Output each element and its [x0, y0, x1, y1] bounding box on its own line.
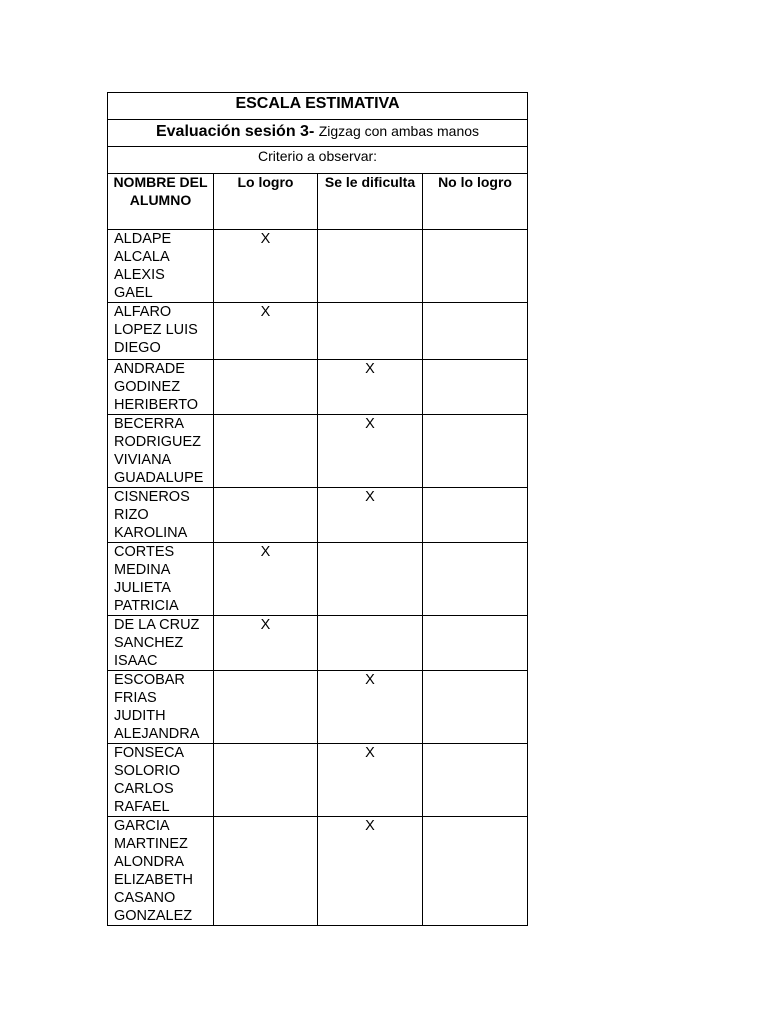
student-row: [108, 543, 528, 616]
student-name: CORTES MEDINA JULIETA PATRICIA: [108, 543, 214, 616]
mark-achieved: X: [214, 303, 318, 360]
mark-not-achieved: [423, 230, 528, 303]
mark-difficulty: X: [318, 488, 423, 543]
student-name: BECERRA RODRIGUEZ VIVIANA GUADALUPE: [108, 415, 214, 488]
document-title: ESCALA ESTIMATIVA: [108, 93, 528, 120]
column-header-achieved: Lo logro: [214, 174, 318, 230]
mark-difficulty: [318, 303, 423, 360]
student-name: GARCIA MARTINEZ ALONDRA ELIZABETH CASANO GONZALEZ: [108, 817, 214, 926]
student-row: [108, 230, 528, 303]
student-row: [108, 360, 528, 415]
mark-achieved: [214, 360, 318, 415]
mark-difficulty: [318, 616, 423, 671]
evaluation-activity: Zigzag con ambas manos: [318, 123, 480, 139]
mark-not-achieved: [423, 671, 528, 744]
student-row: [108, 671, 528, 744]
mark-not-achieved: [423, 488, 528, 543]
mark-not-achieved: [423, 543, 528, 616]
evaluation-heading: [108, 120, 528, 147]
mark-difficulty: X: [318, 744, 423, 817]
student-row: [108, 303, 528, 360]
mark-difficulty: X: [318, 817, 423, 926]
mark-not-achieved: [423, 616, 528, 671]
evaluation-session-label: Evaluación sesión 3-: [155, 123, 315, 140]
student-name: ALDAPE ALCALA ALEXIS GAEL: [108, 230, 214, 303]
mark-difficulty: [318, 543, 423, 616]
mark-achieved: [214, 415, 318, 488]
mark-achieved: [214, 744, 318, 817]
student-name: ESCOBAR FRIAS JUDITH ALEJANDRA: [108, 671, 214, 744]
student-name: ANDRADE GODINEZ HERIBERTO: [108, 360, 214, 415]
student-row: [108, 488, 528, 543]
mark-not-achieved: [423, 744, 528, 817]
mark-achieved: [214, 671, 318, 744]
mark-achieved: X: [214, 230, 318, 303]
mark-not-achieved: [423, 303, 528, 360]
mark-difficulty: X: [318, 415, 423, 488]
criterion-label: Criterio a observar:: [108, 147, 528, 174]
header-row: [108, 174, 528, 230]
mark-not-achieved: [423, 817, 528, 926]
student-row: [108, 744, 528, 817]
mark-achieved: [214, 488, 318, 543]
student-name: DE LA CRUZ SANCHEZ ISAAC: [108, 616, 214, 671]
column-header-not-achieved: No lo logro: [423, 174, 528, 230]
student-row: [108, 817, 528, 926]
column-header-name: NOMBRE DEL ALUMNO: [108, 174, 214, 230]
student-name: CISNEROS RIZO KAROLINA: [108, 488, 214, 543]
student-row: [108, 616, 528, 671]
student-name: FONSECA SOLORIO CARLOS RAFAEL: [108, 744, 214, 817]
mark-not-achieved: [423, 415, 528, 488]
column-header-difficulty: Se le dificulta: [318, 174, 423, 230]
mark-difficulty: [318, 230, 423, 303]
mark-not-achieved: [423, 360, 528, 415]
student-row: [108, 415, 528, 488]
mark-difficulty: X: [318, 360, 423, 415]
mark-difficulty: X: [318, 671, 423, 744]
mark-achieved: X: [214, 616, 318, 671]
mark-achieved: X: [214, 543, 318, 616]
mark-achieved: [214, 817, 318, 926]
evaluation-table: [107, 92, 528, 926]
student-name: ALFARO LOPEZ LUIS DIEGO: [108, 303, 214, 360]
